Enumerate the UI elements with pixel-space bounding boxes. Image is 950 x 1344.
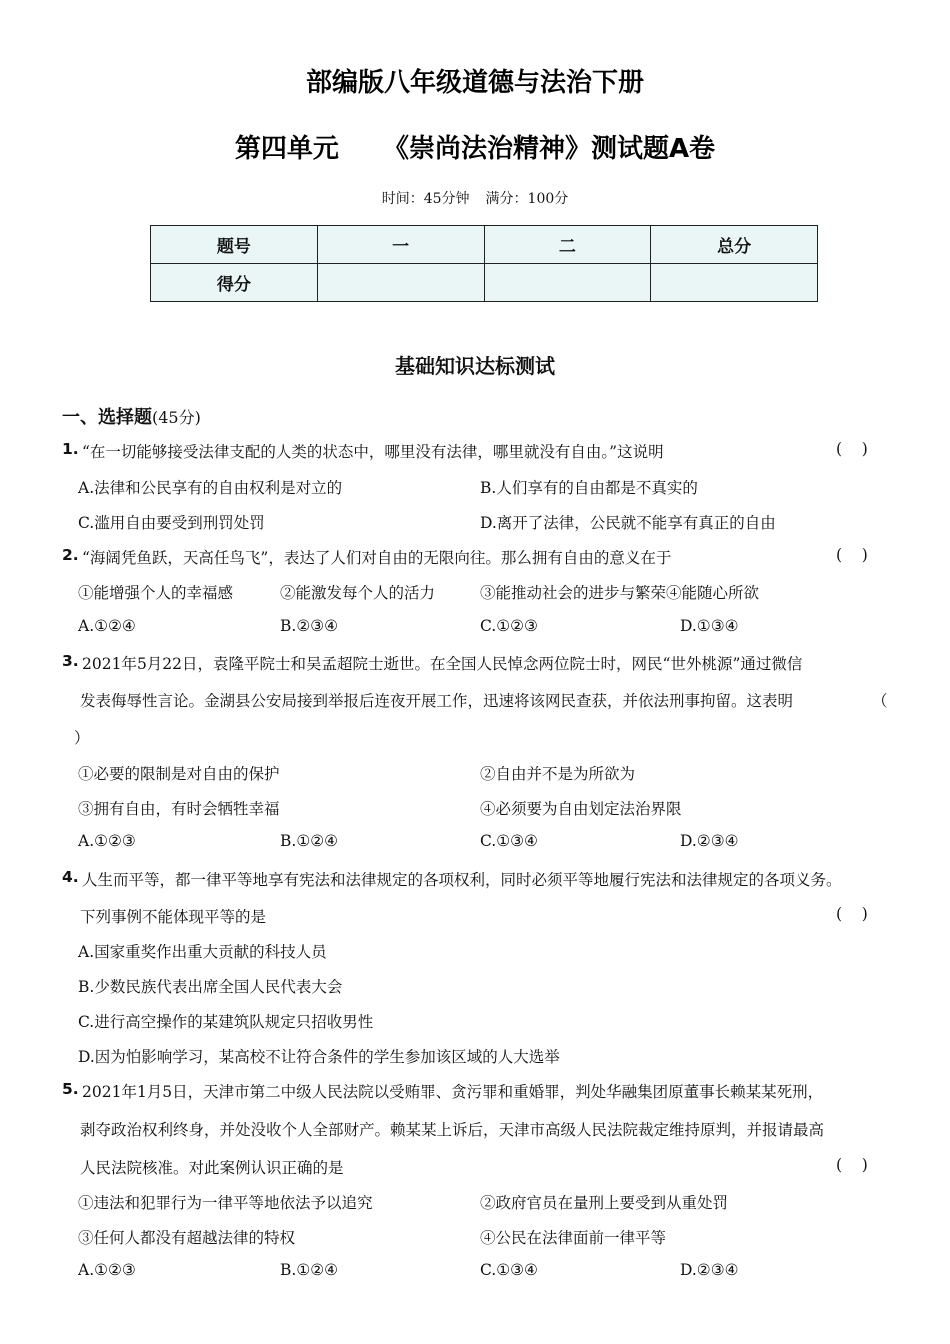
statement-item: ①必要的限制是对自由的保护 xyxy=(78,765,280,783)
section-title: 基础知识达标测试 xyxy=(395,354,555,378)
statement-item: ④公民在法律面前一律平等 xyxy=(480,1229,667,1247)
question-stem: 剥夺政治权利终身，并处没收个人全部财产。赖某某上诉后，天津市高级人民法院裁定维持原判，并报请最高 xyxy=(80,1121,825,1139)
question-stem: 2021年5月22日，袁隆平院士和吴孟超院士逝世。在全国人民悼念两位院士时，网民“世外桃源”通过微信 xyxy=(82,655,803,673)
question-stem: 人民法院核准。对此案例认识正确的是 xyxy=(80,1159,344,1177)
question-stem: “在一切能够接受法律支配的人类的状态中，哪里没有法律，哪里就没有自由。”这说明 xyxy=(82,443,664,461)
answer-bracket[interactable]: ( ) xyxy=(836,905,868,923)
option: A.①②③ xyxy=(78,832,136,850)
answer-bracket[interactable]: ( ) xyxy=(836,440,868,458)
unit-name: 《崇尚法治精神》测试题A卷 xyxy=(382,134,716,164)
option: C.滥用自由要受到刑罚处罚 xyxy=(78,514,265,532)
option: C.①③④ xyxy=(480,1261,538,1279)
exam-subtitle xyxy=(0,128,950,165)
score-cell: 得分 xyxy=(151,264,318,302)
question-number: 2. xyxy=(62,546,79,564)
statement-item: ③任何人都没有超越法律的特权 xyxy=(78,1229,296,1247)
score-table-header-row xyxy=(151,226,818,264)
question-number: 5. xyxy=(62,1080,79,1098)
option: C.①③④ xyxy=(480,832,538,850)
time-limit: 时间：45分钟 xyxy=(381,191,470,207)
score-cell: 题号 xyxy=(151,226,318,264)
score-input-cell[interactable] xyxy=(651,264,818,302)
score-cell: 二 xyxy=(484,226,651,264)
question-number: 3. xyxy=(62,652,79,670)
score-input-cell[interactable] xyxy=(484,264,651,302)
option: B.少数民族代表出席全国人民代表大会 xyxy=(78,978,343,996)
statement-item: ②政府官员在量刑上要受到从重处罚 xyxy=(480,1194,729,1212)
option: D.②③④ xyxy=(680,832,739,850)
statement-item: ④必须要为自由划定法治界限 xyxy=(480,800,682,818)
score-cell: 一 xyxy=(317,226,484,264)
answer-bracket-open[interactable]: （ xyxy=(872,692,888,710)
unit-label: 第四单元 xyxy=(234,134,339,164)
time-score-line xyxy=(0,188,950,208)
option: B.①②④ xyxy=(280,832,339,850)
score-input-cell[interactable] xyxy=(317,264,484,302)
part-title: 一、选择题 xyxy=(62,407,152,428)
option: A.①②④ xyxy=(78,617,136,635)
option: B.①②④ xyxy=(280,1261,339,1279)
statement-item: ①违法和犯罪行为一律平等地依法予以追究 xyxy=(78,1194,373,1212)
question-stem: 发表侮辱性言论。金湖县公安局接到举报后连夜开展工作，迅速将该网民查获，并依法刑事拘留。这表明 xyxy=(80,692,794,710)
option: D.离开了法律，公民就不能享有真正的自由 xyxy=(480,514,776,532)
question-stem: 下列事例不能体现平等的是 xyxy=(80,908,267,926)
score-table-score-row xyxy=(151,264,818,302)
statement-item: ②自由并不是为所欲为 xyxy=(480,765,636,783)
option: A.①②③ xyxy=(78,1261,136,1279)
option: A.法律和公民享有的自由权利是对立的 xyxy=(78,479,343,497)
option: B.②③④ xyxy=(280,617,339,635)
full-score: 满分：100分 xyxy=(485,191,569,207)
question-number: 1. xyxy=(62,440,79,458)
question-stem: 2021年1月5日，天津市第二中级人民法院以受贿罪、贪污罪和重婚罪，判处华融集团原董事长赖某某死刑， xyxy=(82,1083,824,1101)
option: C.进行高空操作的某建筑队规定只招收男性 xyxy=(78,1013,374,1031)
statement-item: ①能增强个人的幸福感 xyxy=(78,584,234,602)
statement-item: ③拥有自由，有时会牺牲幸福 xyxy=(78,800,280,818)
question-stem: 人生而平等，都一律平等地享有宪法和法律规定的各项权利，同时必须平等地履行宪法和法律规定的各项义务。 xyxy=(82,871,842,889)
option: B.人们享有的自由都是不真实的 xyxy=(480,479,698,497)
option: A.国家重奖作出重大贡献的科技人员 xyxy=(78,943,327,961)
option: D.①③④ xyxy=(680,617,739,635)
option: C.①②③ xyxy=(480,617,538,635)
answer-bracket[interactable]: ( ) xyxy=(836,546,868,564)
option: D.因为怕影响学习，某高校不让符合条件的学生参加该区域的人大选举 xyxy=(78,1048,560,1066)
question-number: 4. xyxy=(62,868,79,886)
part-heading xyxy=(62,403,201,429)
option: D.②③④ xyxy=(680,1261,739,1279)
statement-item: ③能推动社会的进步与繁荣④能随心所欲 xyxy=(480,584,760,602)
score-cell: 总分 xyxy=(651,226,818,264)
part-points: (45分) xyxy=(152,408,201,427)
question-stem: “海阔凭鱼跃，天高任鸟飞”，表达了人们对自由的无限向往。那么拥有自由的意义在于 xyxy=(82,549,672,567)
statement-item: ②能激发每个人的活力 xyxy=(280,584,436,602)
exam-title: 部编版八年级道德与法治下册 xyxy=(305,68,644,98)
score-table xyxy=(150,225,818,302)
answer-bracket[interactable]: ( ) xyxy=(836,1156,868,1174)
answer-bracket-close[interactable]: ） xyxy=(74,729,90,747)
